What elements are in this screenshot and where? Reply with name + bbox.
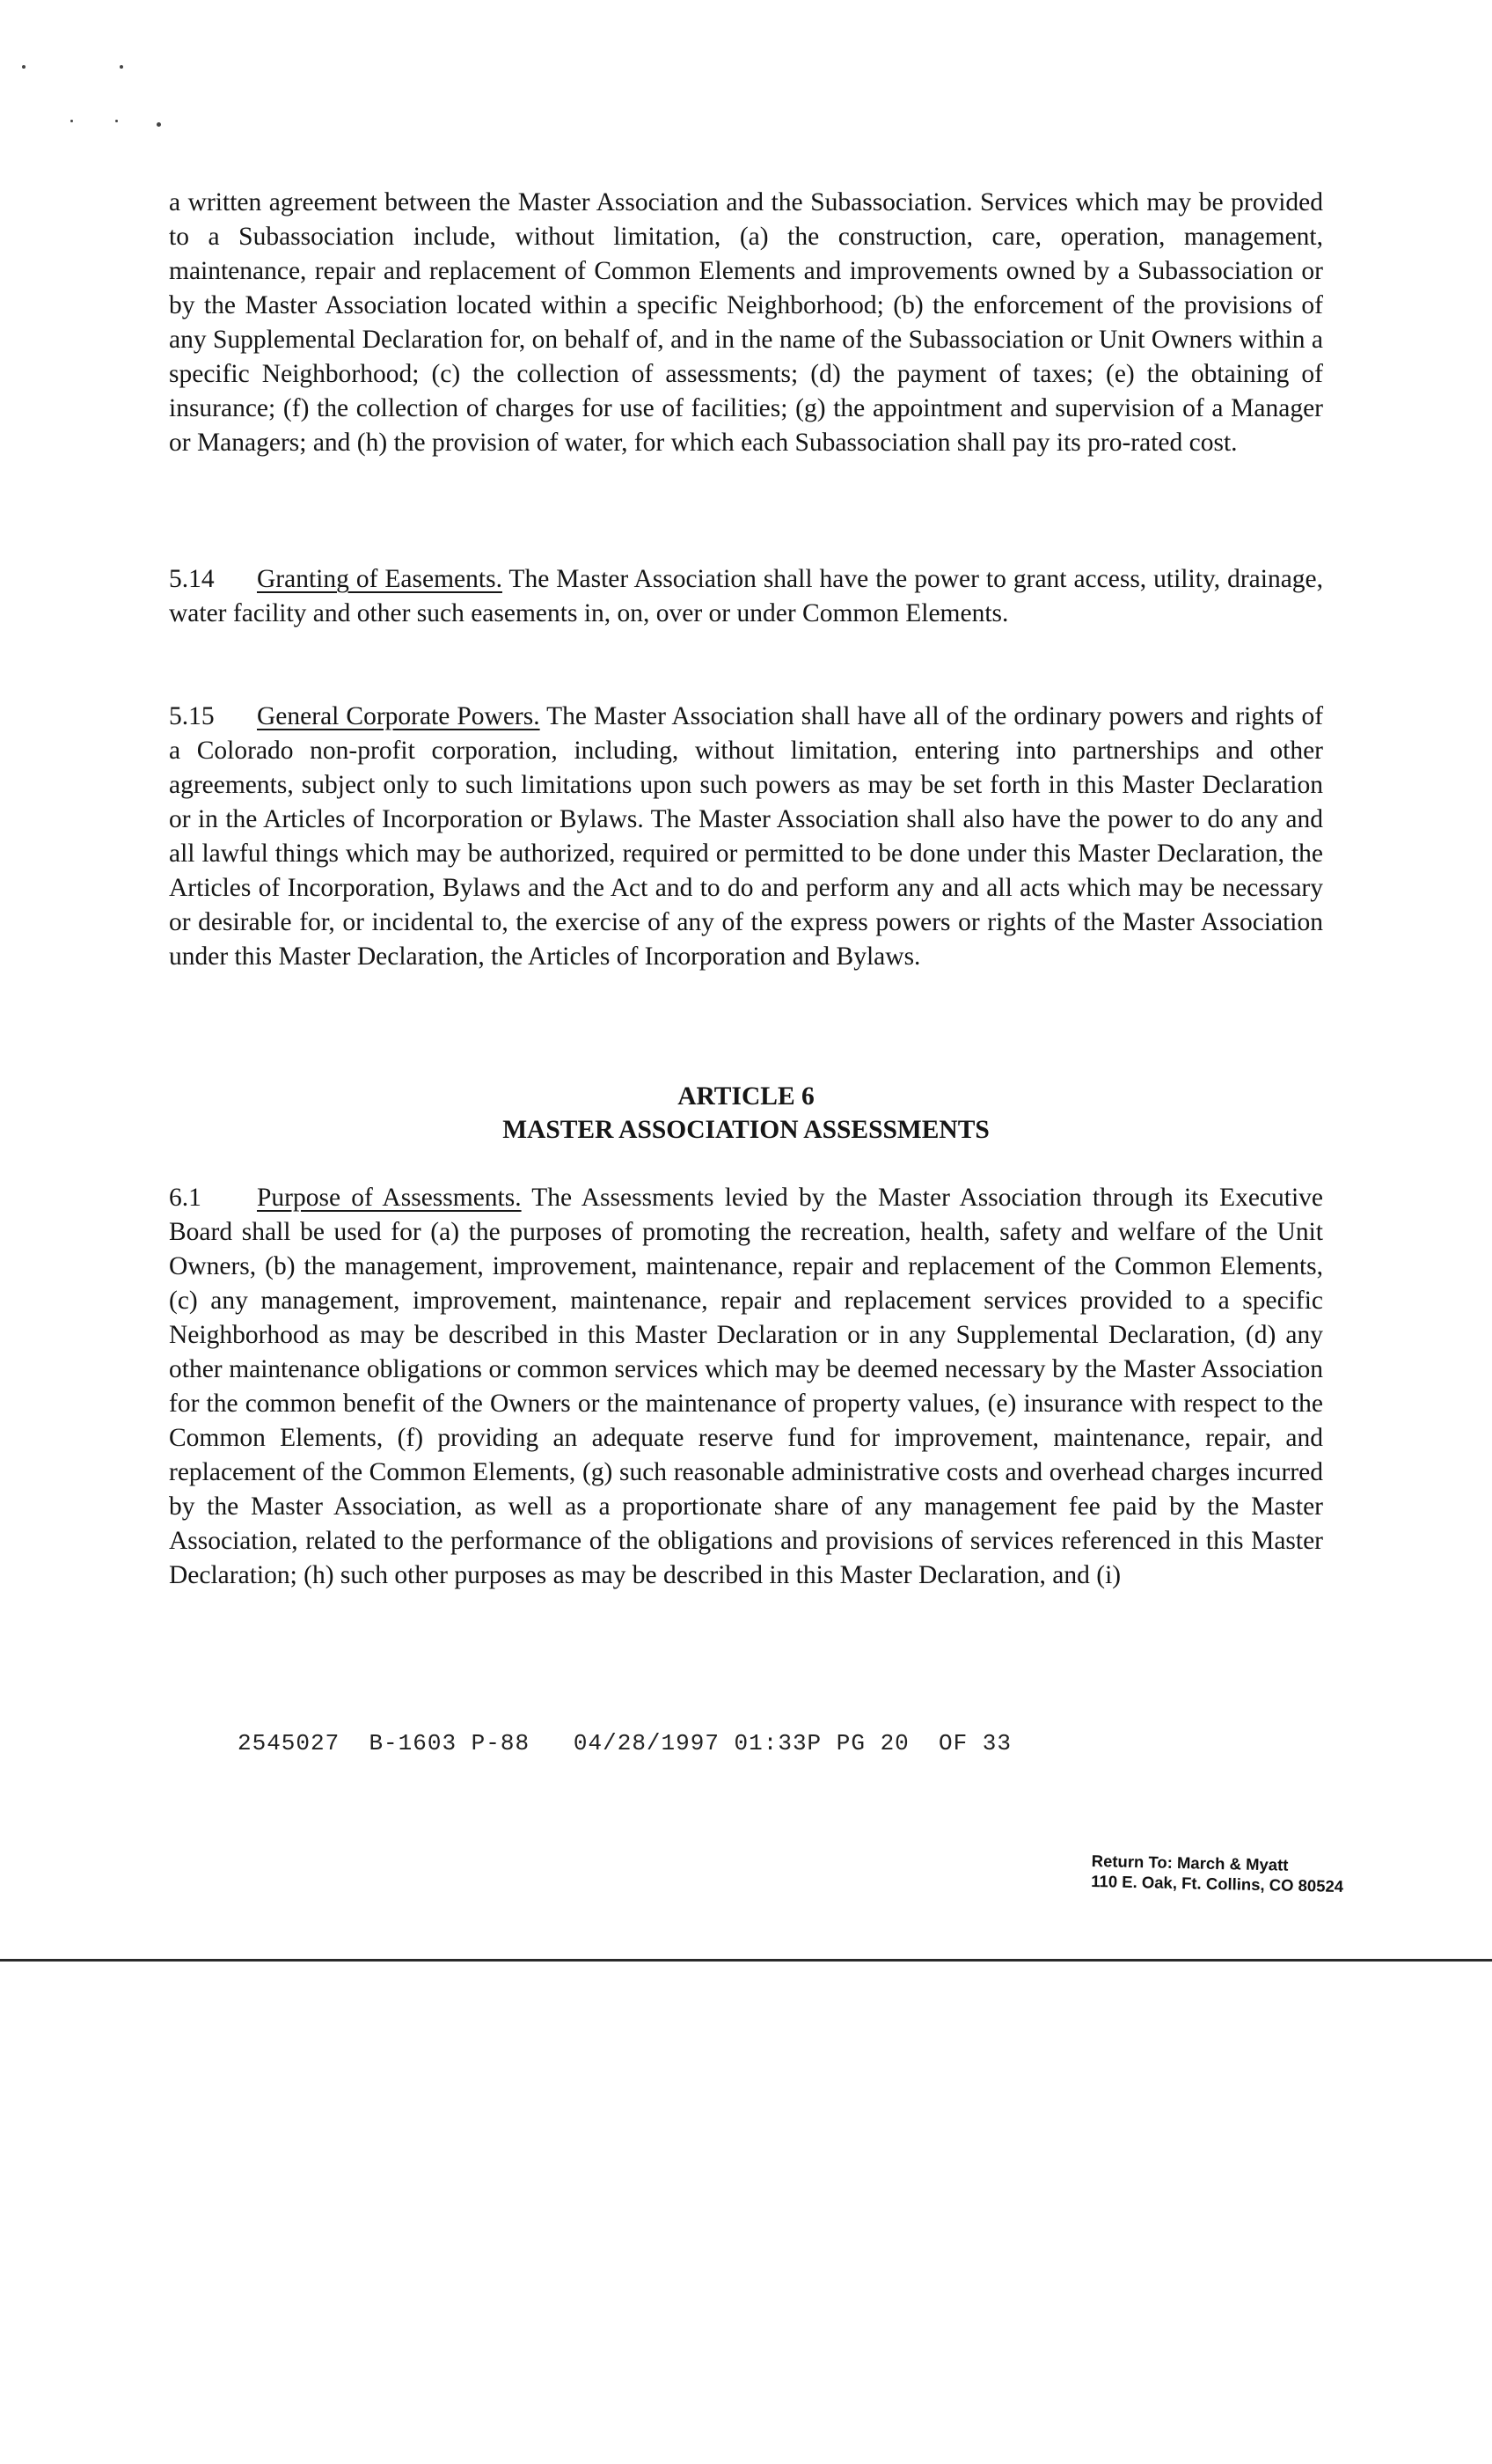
section-title: Purpose of Assessments. — [257, 1184, 522, 1212]
paragraph-text: a written agreement between the Master Association and the Subassociation. Services which may be provided to a Subassociation include, without limitation, (a) the construction, care, operation, management, maintenance, repair and replacement of Common Elements and improvements owned by a Subassociation or by the Master Association located within a specific Neighborhood; (b) the enforcement of the provisions of any Supplemental Declaration for, on behalf of, and in the name of the Subassociation or Unit Owners within a specific Neighborhood; (c) the collection of assessments; (d) the payment of taxes; (e) the obtaining of insurance; (f) the collection of charges for use of facilities; (g) the appointment and supervision of a Manager or Managers; and (h) the provision of water, for which each Subassociation shall pay its pro-rated cost. — [169, 188, 1323, 457]
paragraph-continuation — [169, 186, 1323, 460]
page-divider — [0, 1959, 1492, 1962]
return-address-line: 110 E. Oak, Ft. Collins, CO 80524 — [1091, 1871, 1344, 1896]
recording-datetime: 04/28/1997 01:33P — [573, 1730, 823, 1756]
section-body: The Master Association shall have the power to grant access, utility, drainage, water facility and other such easements in, on, over or under Common Elements. — [169, 565, 1324, 627]
section-title: Granting of Easements. — [257, 565, 502, 593]
book-number: B-1603 — [369, 1730, 457, 1756]
return-to-line: Return To: March & Myatt — [1091, 1851, 1289, 1874]
section-body: The Assessments levied by the Master Association through its Executive Board shall be used for (a) the purposes of promoting the recreation, health, safety and welfare of the Unit Owners, (b) the management, improvement, maintenance, repair and replacement of the Common Elements, (c) any management, improvement, maintenance, repair and replacement services provided to a specific Neighborhood as may be described in this Master Declaration or in any Supplemental Declaration, (d) any other maintenance obligations or common services which may be deemed necessary by the Master Association for the common benefit of the Owners or the maintenance of property values, (e) insurance with respect to the Common Elements, (f) providing an adequate reserve fund for improvement, maintenance, repair, and replacement of the Common Elements, (g) such reasonable administrative costs and overhead charges incurred by the Master Association, as well as a proportionate share of any management fee paid by the Master Association, related to the performance of the obligations and provisions of services referenced in this Master Declaration; (h) such other purposes as may be described in this Master Declaration, and (i) — [169, 1184, 1323, 1589]
section-number: 5.15 — [169, 702, 215, 730]
scan-speck — [115, 120, 118, 122]
section-body: The Master Association shall have all of the ordinary powers and rights of a Colorado non-profit corporation, including, without limitation, entering into partnerships and other agreements, subject only to such limitations upon such powers as may be set forth in this Master Declaration or in the Articles of Incorporation or Bylaws. The Master Association shall also have the power to do any and all lawful things which may be authorized, required or permitted to be done under this Master Declaration, the Articles of Incorporation, Bylaws and the Act and to do and perform any and all acts which may be necessary or desirable for, or incidental to, the exercise of any of the express powers or rights of the Master Association under this Master Declaration, the Articles of Incorporation and Bylaws. — [169, 702, 1324, 971]
scan-speck — [22, 65, 26, 69]
scan-speck — [120, 65, 123, 69]
return-address-stamp — [1091, 1851, 1344, 1896]
article-number: ARTICLE 6 — [677, 1082, 815, 1111]
scan-speck — [157, 122, 161, 127]
section-title: General Corporate Powers. — [257, 702, 540, 730]
recording-stamp — [238, 1730, 1012, 1756]
article-title: MASTER ASSOCIATION ASSESSMENTS — [502, 1116, 990, 1144]
reception-number: 2545027 — [238, 1730, 340, 1756]
section-6-1 — [169, 1181, 1323, 1593]
page-reference: P-88 — [471, 1730, 530, 1756]
section-5-15 — [169, 700, 1323, 974]
scan-speck — [70, 120, 73, 122]
article-heading — [169, 1080, 1323, 1147]
page-count: PG 20 OF 33 — [836, 1730, 1012, 1756]
section-5-14 — [169, 562, 1323, 631]
section-number: 6.1 — [169, 1184, 201, 1212]
section-number: 5.14 — [169, 565, 215, 593]
